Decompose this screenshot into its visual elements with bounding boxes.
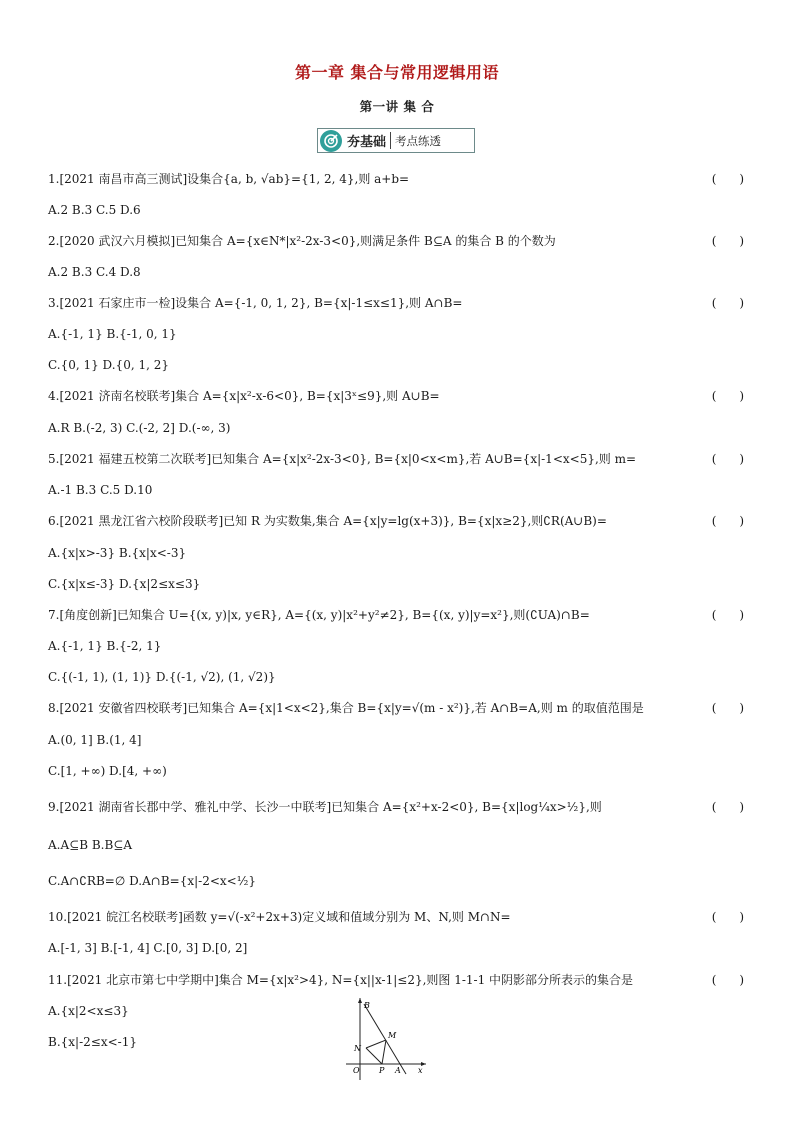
question-6-options-ab: A.{x|x>-3} B.{x|x<-3} (48, 546, 187, 560)
lecture-title: 第一讲 集 合 (359, 99, 435, 114)
answer-paren: ( ) (711, 514, 744, 528)
answer-paren: ( ) (711, 701, 744, 715)
label-o: O (353, 1066, 360, 1075)
question-6-stem: 6.[2021 黑龙江省六校阶段联考]已知 R 为实数集,集合 A={x|y=lg(x+3)}, B={x|x≥2},则∁R(A∪B)= (48, 514, 607, 528)
answer-paren: ( ) (711, 234, 744, 248)
target-icon (320, 130, 342, 152)
question-3-options-cd: C.{0, 1} D.{0, 1, 2} (48, 358, 169, 372)
y-axis-arrow (358, 998, 362, 1003)
question-1-stem: 1.[2021 南昌市高三测试]设集合{a, b, √ab}={1, 2, 4},则 a+b= (48, 172, 410, 186)
question-9-stem: 9.[2021 湖南省长郡中学、雅礼中学、长沙一中联考]已知集合 A={x²+x-2<0}, B={x|log¼x>½},则 (48, 800, 602, 814)
question-7-options-cd: C.{(-1, 1), (1, 1)} D.{(-1, √2), (1, √2)} (48, 670, 276, 684)
banner-main-label: 夯基础 (347, 135, 387, 150)
label-m: M (388, 1031, 397, 1040)
label-b: B (364, 1001, 370, 1010)
question-1-options: A.2 B.3 C.5 D.6 (48, 203, 141, 217)
question-5-stem: 5.[2021 福建五校第二次联考]已知集合 A={x|x²-2x-3<0}, B={x|0<x<m},若 A∪B={x|-1<x<5},则 m= (48, 452, 637, 466)
answer-paren: ( ) (711, 296, 744, 310)
question-7-options-ab: A.{-1, 1} B.{-2, 1} (48, 639, 162, 653)
segment-pm (382, 1040, 386, 1064)
question-8-options-cd: C.[1, +∞) D.[4, +∞) (48, 764, 167, 778)
answer-paren: ( ) (711, 608, 744, 622)
answer-paren: ( ) (711, 910, 744, 924)
chapter-title: 第一章 集合与常用逻辑用语 (294, 63, 500, 82)
question-3-options-ab: A.{-1, 1} B.{-1, 0, 1} (48, 327, 177, 341)
question-6-options-cd: C.{x|x≤-3} D.{x|2≤x≤3} (48, 577, 201, 591)
segment-nm (366, 1040, 386, 1048)
label-x: x (418, 1066, 423, 1075)
answer-paren: ( ) (711, 800, 744, 814)
question-10-options: A.[-1, 3] B.[-1, 4] C.[0, 3] D.[0, 2] (48, 941, 248, 955)
answer-paren: ( ) (711, 389, 744, 403)
question-11-option-b: B.{x|-2≤x<-1} (48, 1035, 137, 1049)
venn-figure (338, 996, 428, 1082)
section-banner (317, 128, 475, 153)
question-8-stem: 8.[2021 安徽省四校联考]已知集合 A={x|1<x<2},集合 B={x|y=√(m - x²)},若 A∩B=A,则 m 的取值范围是 (48, 701, 644, 715)
question-5-options: A.-1 B.3 C.5 D.10 (48, 483, 153, 497)
question-10-stem: 10.[2021 皖江名校联考]函数 y=√(-x²+2x+3)定义域和值域分别为 M、N,则 M∩N= (48, 910, 511, 924)
banner-sub-label: 考点练透 (395, 133, 442, 148)
answer-paren: ( ) (711, 452, 744, 466)
label-a: A (395, 1066, 401, 1075)
question-11-option-a: A.{x|2<x≤3} (48, 1004, 129, 1018)
label-p: P (379, 1066, 385, 1075)
question-8-options-ab: A.(0, 1] B.(1, 4] (48, 733, 142, 747)
answer-paren: ( ) (711, 973, 744, 987)
question-9-options-cd: C.A∩∁RB=∅ D.A∩B={x|-2<x<½} (48, 874, 256, 888)
question-4-options: A.R B.(-2, 3) C.(-2, 2] D.(-∞, 3) (48, 421, 231, 435)
question-9-options-ab: A.A⊆B B.B⊆A (48, 838, 133, 852)
question-2-stem: 2.[2020 武汉六月模拟]已知集合 A={x∈N*|x²-2x-3<0},则满足条件 B⊆A 的集合 B 的个数为 (48, 234, 556, 248)
question-11-stem: 11.[2021 北京市第七中学期中]集合 M={x|x²>4}, N={x||x-1|≤2},则图 1-1-1 中阴影部分所表示的集合是 (48, 973, 634, 987)
question-2-options: A.2 B.3 C.4 D.8 (48, 265, 141, 279)
question-4-stem: 4.[2021 济南名校联考]集合 A={x|x²-x-6<0}, B={x|3ˣ≤9},则 A∪B= (48, 389, 440, 403)
label-n: N (354, 1044, 361, 1053)
banner-divider (390, 132, 391, 149)
answer-paren: ( ) (711, 172, 744, 186)
segment-np (366, 1048, 382, 1064)
question-3-stem: 3.[2021 石家庄市一检]设集合 A={-1, 0, 1, 2}, B={x|-1≤x≤1},则 A∩B= (48, 296, 463, 310)
question-7-stem: 7.[角度创新]已知集合 U={(x, y)|x, y∈R}, A={(x, y)|x²+y²≠2}, B={(x, y)|y=x²},则(∁UA)∩B= (48, 608, 590, 622)
